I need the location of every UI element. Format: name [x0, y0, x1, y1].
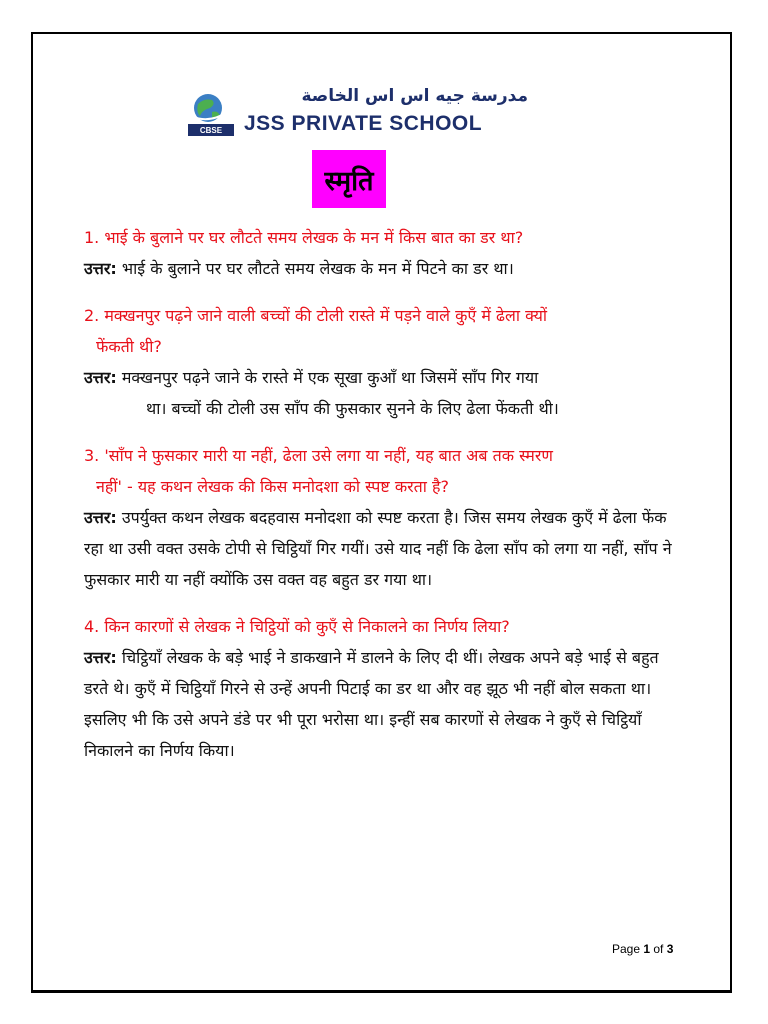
question-1	[84, 222, 686, 253]
answer-4-text: चिट्ठियाँ लेखक के बड़े भाई ने डाकखाने में डालने के लिए दी थीं। लेखक अपने बड़े भाई से बहुत डरते थे। कुएँ में चिट्ठियाँ गिरने से उन्हें अपनी पिटाई का डर था और वह झूठ भी नहीं बोल सकता था। इसलिए भी कि उसे अपने डंडे पर भी पूरा भरोसा था। इन्हीं सब कारणों से लेखक ने कुएँ से चिट्ठियाँ निकालने का निर्णय किया।	[84, 648, 659, 760]
school-name-arabic: مدرسة جيه اس اس الخاصة	[301, 86, 528, 106]
answer-2-text-cont: था। बच्चों की टोली उस साँप की फुसकार सुनने के लिए ढेला फेंकती थी।	[146, 399, 559, 418]
qa-item-3	[84, 440, 686, 595]
answer-1-text: भाई के बुलाने पर घर लौटते समय लेखक के मन में पिटने का डर था।	[116, 259, 514, 278]
qa-item-2	[84, 300, 686, 424]
question-1-text: 1. भाई के बुलाने पर घर लौटते समय लेखक के मन में किस बात का डर था?	[84, 228, 524, 247]
answer-2	[84, 362, 686, 393]
qa-item-4	[84, 611, 686, 766]
question-2-text: 2. मक्खनपुर पढ़ने जाने वाली बच्चों की टोली रास्ते में पड़ने वाले कुएँ में ढेला क्यों	[84, 306, 548, 325]
question-2	[84, 300, 686, 362]
page-number-of: of	[650, 942, 667, 956]
question-3-text-cont: नहीं' - यह कथन लेखक की किस मनोदशा को स्पष्ट करता है?	[96, 477, 449, 496]
answer-1-label: उत्तर:	[84, 259, 117, 278]
answer-2-text: मक्खनपुर पढ़ने जाने के रास्ते में एक सूखा कुआँ था जिसमें साँप गिर गया	[116, 368, 539, 387]
answer-2-label: उत्तर:	[84, 368, 117, 387]
page-title: स्मृति	[324, 165, 374, 197]
answer-4	[84, 642, 686, 766]
answer-3-text: उपर्युक्त कथन लेखक बदहवास मनोदशा को स्पष्ट करता है। जिस समय लेखक कुएँ में ढेला फेंक रहा था उसी वक्त उसके टोपी से चिट्ठियाँ गिर गयीं। उसे याद नहीं कि ढेला साँप को लगा या नहीं, साँप ने फुसकार मारी या नहीं क्योंकि उस वक्त वह बहुत डर गया था।	[84, 508, 672, 589]
school-header	[188, 86, 533, 140]
question-4-text: 4. किन कारणों से लेखक ने चिट्ठियों को कुएँ से निकालने का निर्णय लिया?	[84, 617, 510, 636]
page-border-bottom-line	[31, 992, 732, 993]
answer-1	[84, 253, 686, 284]
question-3-text: 3. 'साँप ने फुसकार मारी या नहीं, ढेला उसे लगा या नहीं, यह बात अब तक स्मरण	[84, 446, 553, 465]
logo-badge-text: CBSE	[199, 126, 223, 135]
question-3	[84, 440, 686, 502]
school-name-english: JSS PRIVATE SCHOOL	[244, 112, 483, 135]
answer-4-label: उत्तर:	[84, 648, 117, 667]
page-number-current: 1	[643, 942, 651, 956]
question-2-text-cont: फेंकती थी?	[96, 337, 162, 356]
page-title-highlight	[312, 150, 386, 208]
answer-3-label: उत्तर:	[84, 508, 117, 527]
answer-2-cont	[84, 393, 686, 424]
school-logo-icon	[188, 90, 234, 136]
question-4	[84, 611, 686, 642]
answer-3	[84, 502, 686, 595]
question-answer-list	[84, 222, 686, 782]
page-number-prefix: Page	[612, 942, 644, 956]
qa-item-1	[84, 222, 686, 284]
page-number-total: 3	[666, 942, 674, 956]
page-number	[612, 942, 673, 956]
